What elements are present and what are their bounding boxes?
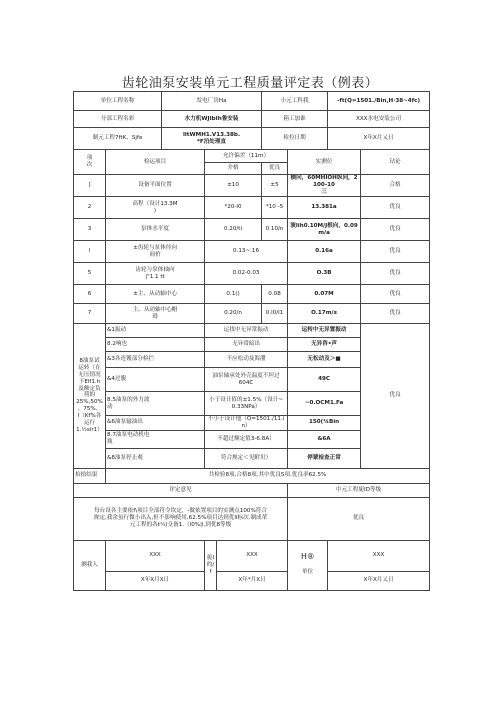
quality-assessment-table	[73, 91, 430, 591]
date-label: 检拉日期	[262, 128, 328, 150]
row-tolerance: 0.02-0.03	[205, 263, 288, 285]
row-check-item: ±齿轮与泵体径向 间价	[106, 241, 205, 263]
trial-standard: 油泵轴承处外壳温度不坦过 604C	[205, 368, 288, 392]
trial-item: 8.2响也	[106, 338, 205, 352]
table-row	[74, 128, 430, 150]
unit-label-cell	[288, 540, 328, 590]
row-result: 合格	[361, 175, 430, 197]
inspector-date: X年X月X日	[106, 571, 205, 590]
table-row	[74, 571, 430, 590]
evaluation-header: 评定意见	[74, 483, 288, 497]
row-measured: O.17m/s	[288, 304, 361, 324]
row-measured: 横向，60MHIOH纵向，2100-10 三	[288, 175, 361, 197]
row-check-item: 泵体水平度	[106, 219, 205, 241]
unit-date: X年X月乂日	[328, 571, 430, 590]
supervisor-label: 旎l 的/f	[205, 540, 217, 590]
row-result: 优良	[361, 219, 430, 241]
row-check-item: 设备平面位置	[106, 175, 205, 197]
header-check-item: 检运项目	[106, 150, 205, 175]
row-measured: 演lih0.10M/J根向，0.09m/a	[288, 219, 361, 241]
trial-item: &6油泵输油出	[106, 416, 205, 431]
trial-item: &1振动	[106, 324, 205, 338]
code-value: lltWMH1.V13.38b. *F泊处理直	[162, 128, 262, 150]
trial-standard: 不超过额定值3-6.8A）	[205, 430, 288, 448]
row-result: 优良	[361, 263, 430, 285]
row-check-item: 主、从动轴中心帽 碍	[106, 304, 205, 324]
table-row	[74, 540, 430, 571]
contractor-label: 箱工加谁	[262, 111, 328, 128]
trial-standard: 运找中无异常振动	[205, 324, 288, 338]
table-row	[74, 304, 430, 324]
table-row	[74, 92, 430, 111]
trial-item: 8.5油泵的外力波 动	[106, 392, 205, 416]
division-value: 水力机WJIbIh鲁安装	[162, 111, 262, 128]
header-qualified: 介格	[205, 163, 262, 175]
trial-standard: 符合规定＜见附贝）	[205, 448, 288, 468]
table-row	[74, 241, 430, 263]
row-result: 优良	[361, 197, 430, 219]
code-label: 制元工程7ftK、Sjfe	[74, 128, 162, 150]
trial-measured: 49C	[288, 368, 361, 392]
trial-measured: 运转中无异置振动	[288, 324, 361, 338]
row-excellent: 0.08	[262, 285, 288, 304]
unit-project-label: 单位工程名称	[74, 92, 162, 111]
page-title: 齿轮油泵安装单元工程质量评定表（例表）	[121, 76, 379, 91]
date-value: X年X月乂日	[328, 128, 430, 150]
row-no: 2	[74, 197, 106, 219]
supervisor-date: X年*月X日	[217, 571, 288, 590]
row-no: l	[74, 241, 106, 263]
table-row	[74, 219, 430, 241]
grade-header: 中元工程旎ID等级	[288, 483, 430, 497]
row-measured: 0.16a	[288, 241, 361, 263]
trial-item: &8油泵停止观	[106, 448, 205, 468]
trial-measured: &6A	[288, 430, 361, 448]
header-item: 项 次	[74, 150, 106, 175]
summary-label: 抬拾结果	[74, 468, 106, 483]
header-tolerance: 允许偏差（11m）	[205, 150, 288, 163]
trial-measured: 停蒙检查正常	[288, 448, 361, 468]
row-no: ]	[74, 175, 106, 197]
unit-project-value: 发电厂房Ha	[162, 92, 262, 111]
evaluation-grade: 优良	[288, 497, 430, 540]
supervisor-name: XXX	[217, 540, 288, 571]
table-row	[74, 497, 430, 540]
table-row	[74, 263, 430, 285]
row-measured: O.3B	[288, 263, 361, 285]
trial-standard: 不应松动及海潴	[205, 352, 288, 368]
row-check-item: 高程（设计13.3M )	[106, 197, 205, 219]
row-measured: 13.381a	[288, 197, 361, 219]
row-excellent: ±5	[262, 175, 288, 197]
row-excellent: 0.10/n	[262, 219, 288, 241]
unit-name: XXX	[328, 540, 430, 571]
trial-result: 优良	[361, 324, 430, 469]
row-result: 优良	[361, 285, 430, 304]
row-no: 5	[74, 263, 106, 285]
table-row	[74, 324, 430, 338]
trial-label: 8油泵试 运转（在 无压情况 下Elf1.h 及额定负 荷的 25%,50% 、75%、 I（Kf%各 运行 1.½sir1）	[74, 324, 106, 469]
trial-item: &4过腹	[106, 368, 205, 392]
row-result: 优良	[361, 241, 430, 263]
table-row	[74, 175, 430, 197]
header-excellent: 优良	[262, 163, 288, 175]
trial-standard: 不小于设计他（Q=1501./11.in）	[205, 416, 288, 431]
row-measured: 0.07M	[288, 285, 361, 304]
trial-measured: 无异咨•声	[288, 338, 361, 352]
division-label: 分部工程名彩	[74, 111, 162, 128]
row-no: 7	[74, 304, 106, 324]
summary-text: 共检验8项,合格8项,其中优良5项.优良率62.5%	[106, 468, 430, 483]
row-check-item: ±主、从动轴中心	[106, 285, 205, 304]
unit-mark: H®	[300, 553, 315, 562]
trial-measured: 无松动及＞■	[288, 352, 361, 368]
row-qualified: *20-l0	[205, 197, 262, 219]
trial-standard: 小于设计值的±1.5%（设计~ 0.33NPa）	[205, 392, 288, 416]
sub-project-label: 小元工科我	[262, 92, 328, 111]
table-row	[74, 285, 430, 304]
row-qualified: ±10	[205, 175, 262, 197]
table-row	[74, 150, 430, 163]
table-row	[74, 483, 430, 497]
table-row	[74, 468, 430, 483]
header-measured: 实测位	[288, 150, 361, 175]
row-check-item: 齿轮与泵体轴向 |"1.1 tt	[106, 263, 205, 285]
table-row	[74, 111, 430, 128]
trial-item: 8.7油泵电动机电 瓶	[106, 430, 205, 448]
row-qualified: 0.1()	[205, 285, 262, 304]
table-row	[74, 197, 430, 219]
inspector-name: XXX	[106, 540, 205, 571]
row-excellent: 0.l0/l1	[262, 304, 288, 324]
row-tolerance: 0.13~.16	[205, 241, 288, 263]
row-no: 6	[74, 285, 106, 304]
inspector-label: 测我人	[74, 540, 106, 590]
sub-project-value: -ft(Q=1501./Bin,H·38~4fc)	[328, 92, 430, 111]
unit-label: 单位	[301, 568, 314, 575]
trial-measured: 150(¼Bin	[288, 416, 361, 431]
contractor-value: XXX水电安装公司	[328, 111, 430, 128]
trial-standard: 无异常暗出	[205, 338, 288, 352]
row-result: 优良	[361, 304, 430, 324]
evaluation-text: 每台设各主要依f\项目全部符令坎定，-做依置项目的实测点100%符合 规定,我余虽行微小出入,但不影响使用,62.5%项目达到优ll标次.制成革 元工程的各t¼(殳备1.（l0%|l,到优8等级	[74, 497, 288, 540]
row-no: 3	[74, 219, 106, 241]
header-result: 玷论	[361, 150, 430, 175]
row-qualified: 0.20/n	[205, 304, 262, 324]
trial-measured: ~0.OCM1.Fa	[288, 392, 361, 416]
row-excellent: *10 -5	[262, 197, 288, 219]
trial-item: &3各连镬部分检拦	[106, 352, 205, 368]
row-qualified: 0.20/ti	[205, 219, 262, 241]
